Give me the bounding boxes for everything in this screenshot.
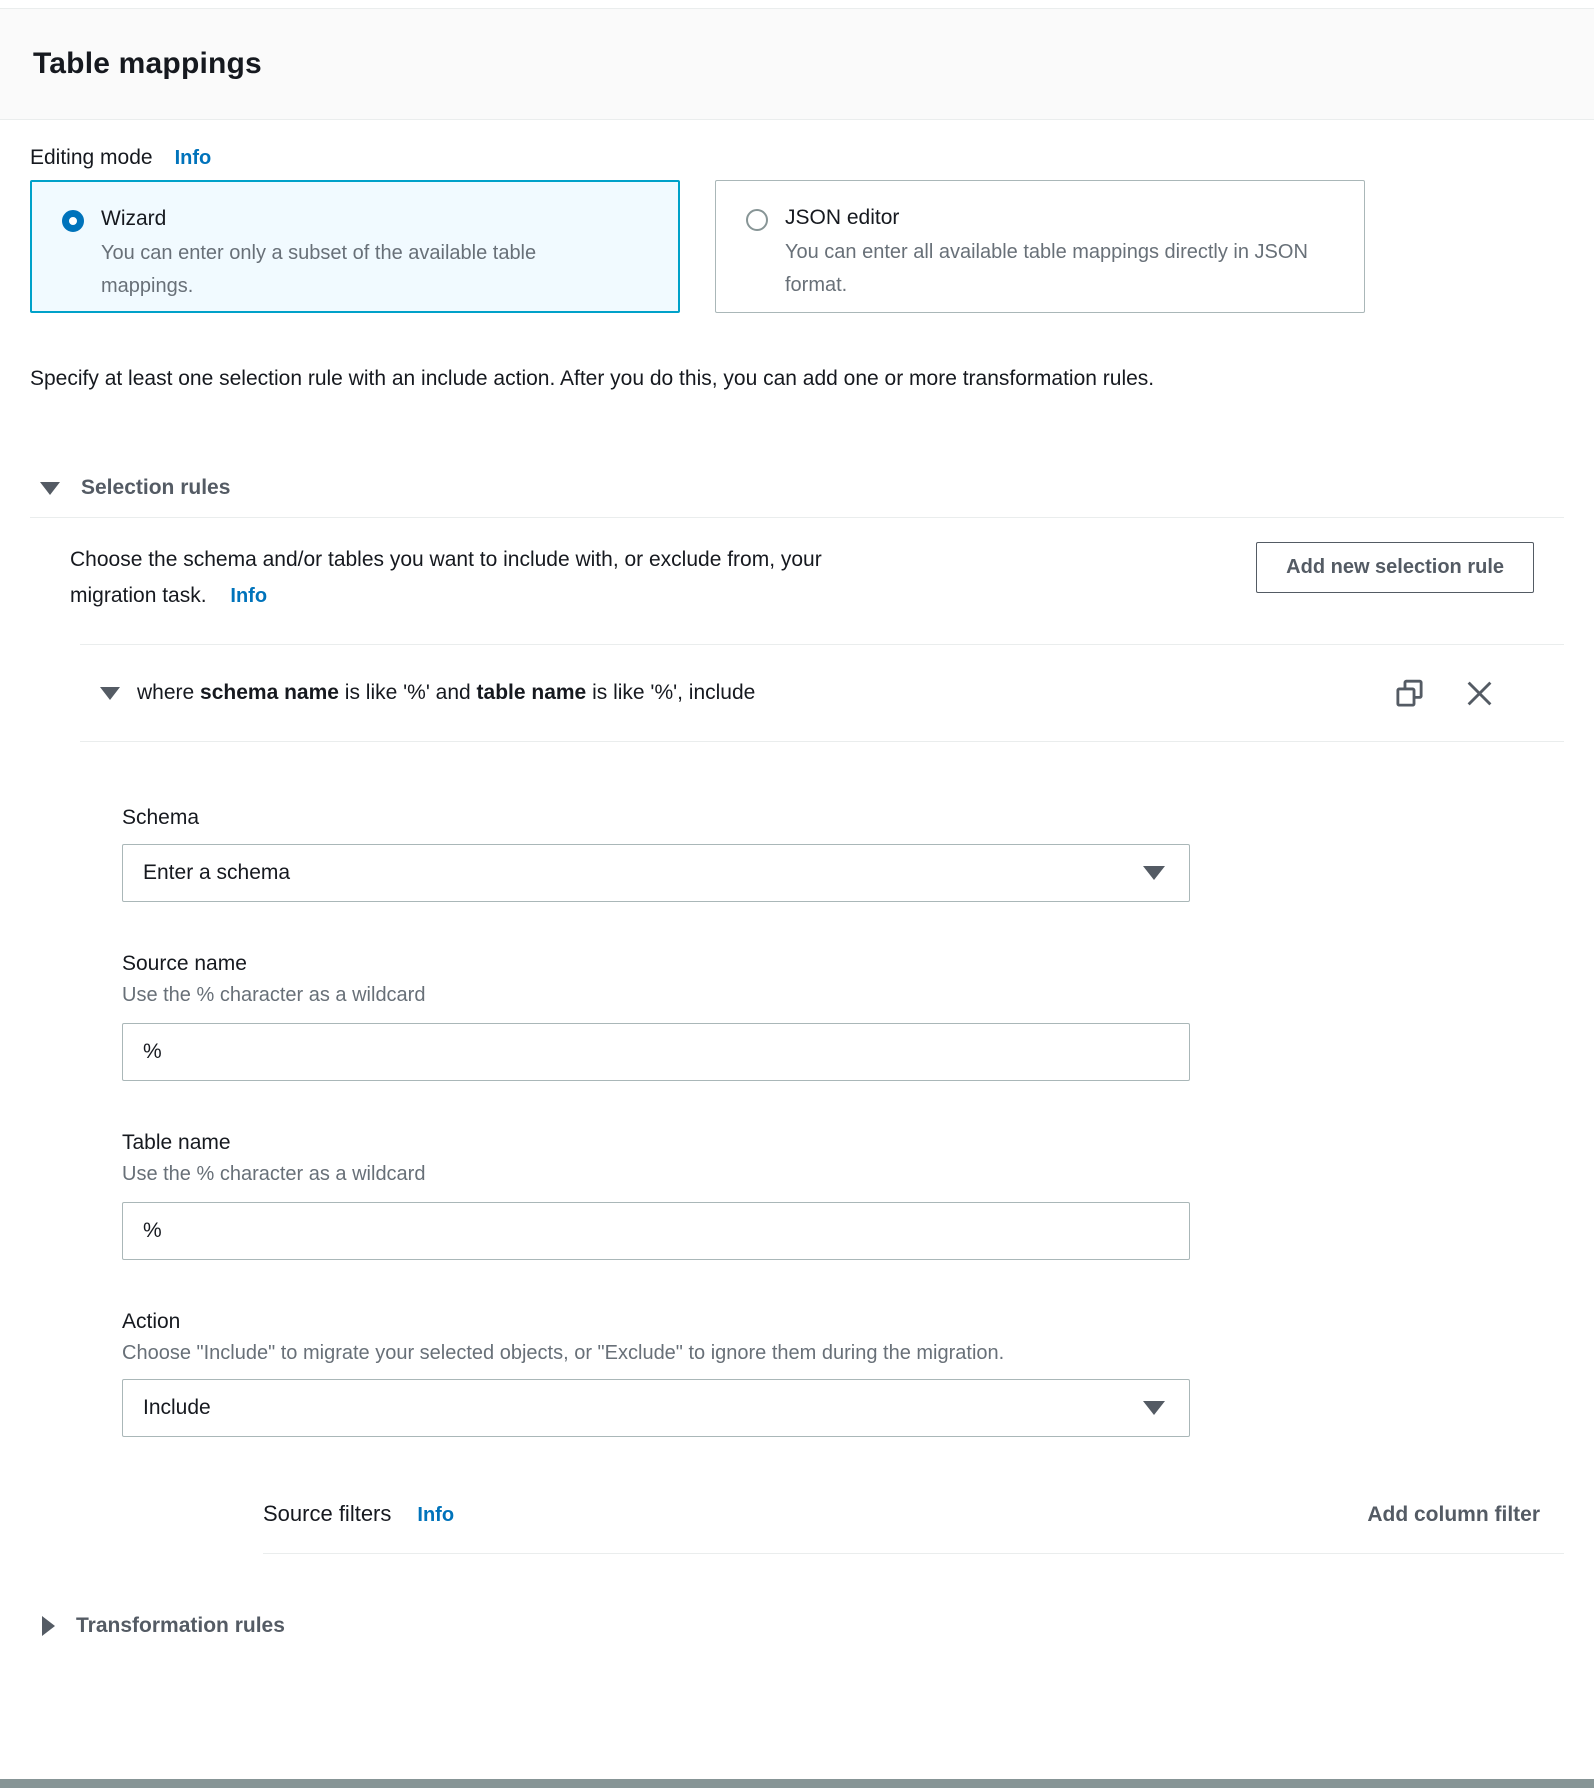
json-editor-option-label: JSON editor bbox=[785, 206, 900, 229]
schema-select[interactable] bbox=[122, 844, 1190, 902]
bottom-bar bbox=[0, 1779, 1594, 1788]
remove-rule-button[interactable] bbox=[1465, 679, 1494, 708]
caret-down-icon bbox=[1143, 866, 1165, 880]
selection-rule-header-row bbox=[100, 645, 1494, 741]
table-name-input[interactable] bbox=[122, 1202, 1190, 1260]
transformation-rules-section-header[interactable] bbox=[42, 1614, 1564, 1638]
transformation-rules-title: Transformation rules bbox=[76, 1614, 285, 1637]
rule-summary bbox=[137, 681, 755, 705]
action-select-value: Include bbox=[143, 1396, 211, 1419]
intro-text: Specify at least one selection rule with an include action. After you do this, you can add one or more transformation rules. bbox=[30, 367, 1155, 390]
add-selection-rule-button[interactable]: Add new selection rule bbox=[1256, 542, 1534, 593]
source-name-input[interactable] bbox=[122, 1023, 1190, 1081]
source-name-hint: Use the % character as a wildcard bbox=[122, 984, 426, 1006]
panel-header bbox=[0, 8, 1594, 120]
editing-mode-options bbox=[30, 180, 1564, 313]
editing-mode-info-link[interactable]: Info bbox=[174, 147, 212, 169]
wizard-option-card[interactable] bbox=[30, 180, 680, 313]
page-title: Table mappings bbox=[33, 47, 262, 80]
source-name-label: Source name bbox=[122, 952, 247, 975]
selection-rules-description bbox=[70, 542, 860, 614]
editing-mode-label: Editing mode bbox=[30, 146, 153, 169]
divider bbox=[263, 1553, 1564, 1554]
json-editor-option-card[interactable] bbox=[715, 180, 1365, 313]
rule-summary-text: where bbox=[137, 681, 201, 704]
rule-summary-schema: schema name bbox=[200, 681, 339, 704]
divider bbox=[30, 517, 1564, 518]
divider bbox=[80, 741, 1564, 742]
caret-down-icon bbox=[1143, 1401, 1165, 1415]
radio-unselected-icon[interactable] bbox=[746, 209, 768, 231]
schema-label: Schema bbox=[122, 806, 200, 829]
caret-right-icon bbox=[42, 1616, 55, 1636]
wizard-option-label: Wizard bbox=[101, 207, 167, 230]
caret-down-icon bbox=[40, 482, 60, 495]
table-mappings-panel bbox=[0, 8, 1594, 1638]
selection-rules-section-header[interactable] bbox=[40, 476, 1564, 500]
copy-icon bbox=[1394, 678, 1425, 709]
rule-summary-text: is like '%' and bbox=[338, 681, 477, 704]
radio-selected-icon[interactable] bbox=[62, 210, 84, 232]
schema-select-value: Enter a schema bbox=[143, 861, 291, 884]
copy-rule-button[interactable] bbox=[1394, 678, 1425, 709]
rule-summary-table: table name bbox=[476, 681, 587, 704]
source-filters-title: Source filters bbox=[263, 1501, 392, 1526]
add-column-filter-button[interactable]: Add column filter bbox=[1367, 1503, 1540, 1526]
wizard-option-description: You can enter only a subset of the available table mappings. bbox=[101, 242, 537, 297]
action-hint: Choose "Include" to migrate your selected objects, or "Exclude" to ignore them during the migration. bbox=[122, 1342, 1005, 1364]
caret-down-icon[interactable] bbox=[100, 687, 120, 700]
rule-summary-text: is like '%', include bbox=[586, 681, 756, 704]
action-label: Action bbox=[122, 1310, 181, 1333]
action-select[interactable] bbox=[122, 1379, 1190, 1437]
table-name-hint: Use the % character as a wildcard bbox=[122, 1163, 426, 1185]
selection-rules-info-link[interactable]: Info bbox=[230, 585, 268, 607]
selection-rules-title: Selection rules bbox=[81, 476, 231, 499]
selection-rules-description-text: Choose the schema and/or tables you want to include with, or exclude from, your migration task. bbox=[70, 548, 822, 607]
json-editor-option-description: You can enter all available table mappings directly in JSON format. bbox=[785, 241, 1308, 296]
close-icon bbox=[1465, 679, 1494, 708]
selection-rule-form bbox=[122, 806, 1564, 1554]
table-name-label: Table name bbox=[122, 1131, 231, 1154]
source-filters-row bbox=[263, 1501, 1540, 1527]
source-filters-info-link[interactable]: Info bbox=[417, 1504, 455, 1526]
